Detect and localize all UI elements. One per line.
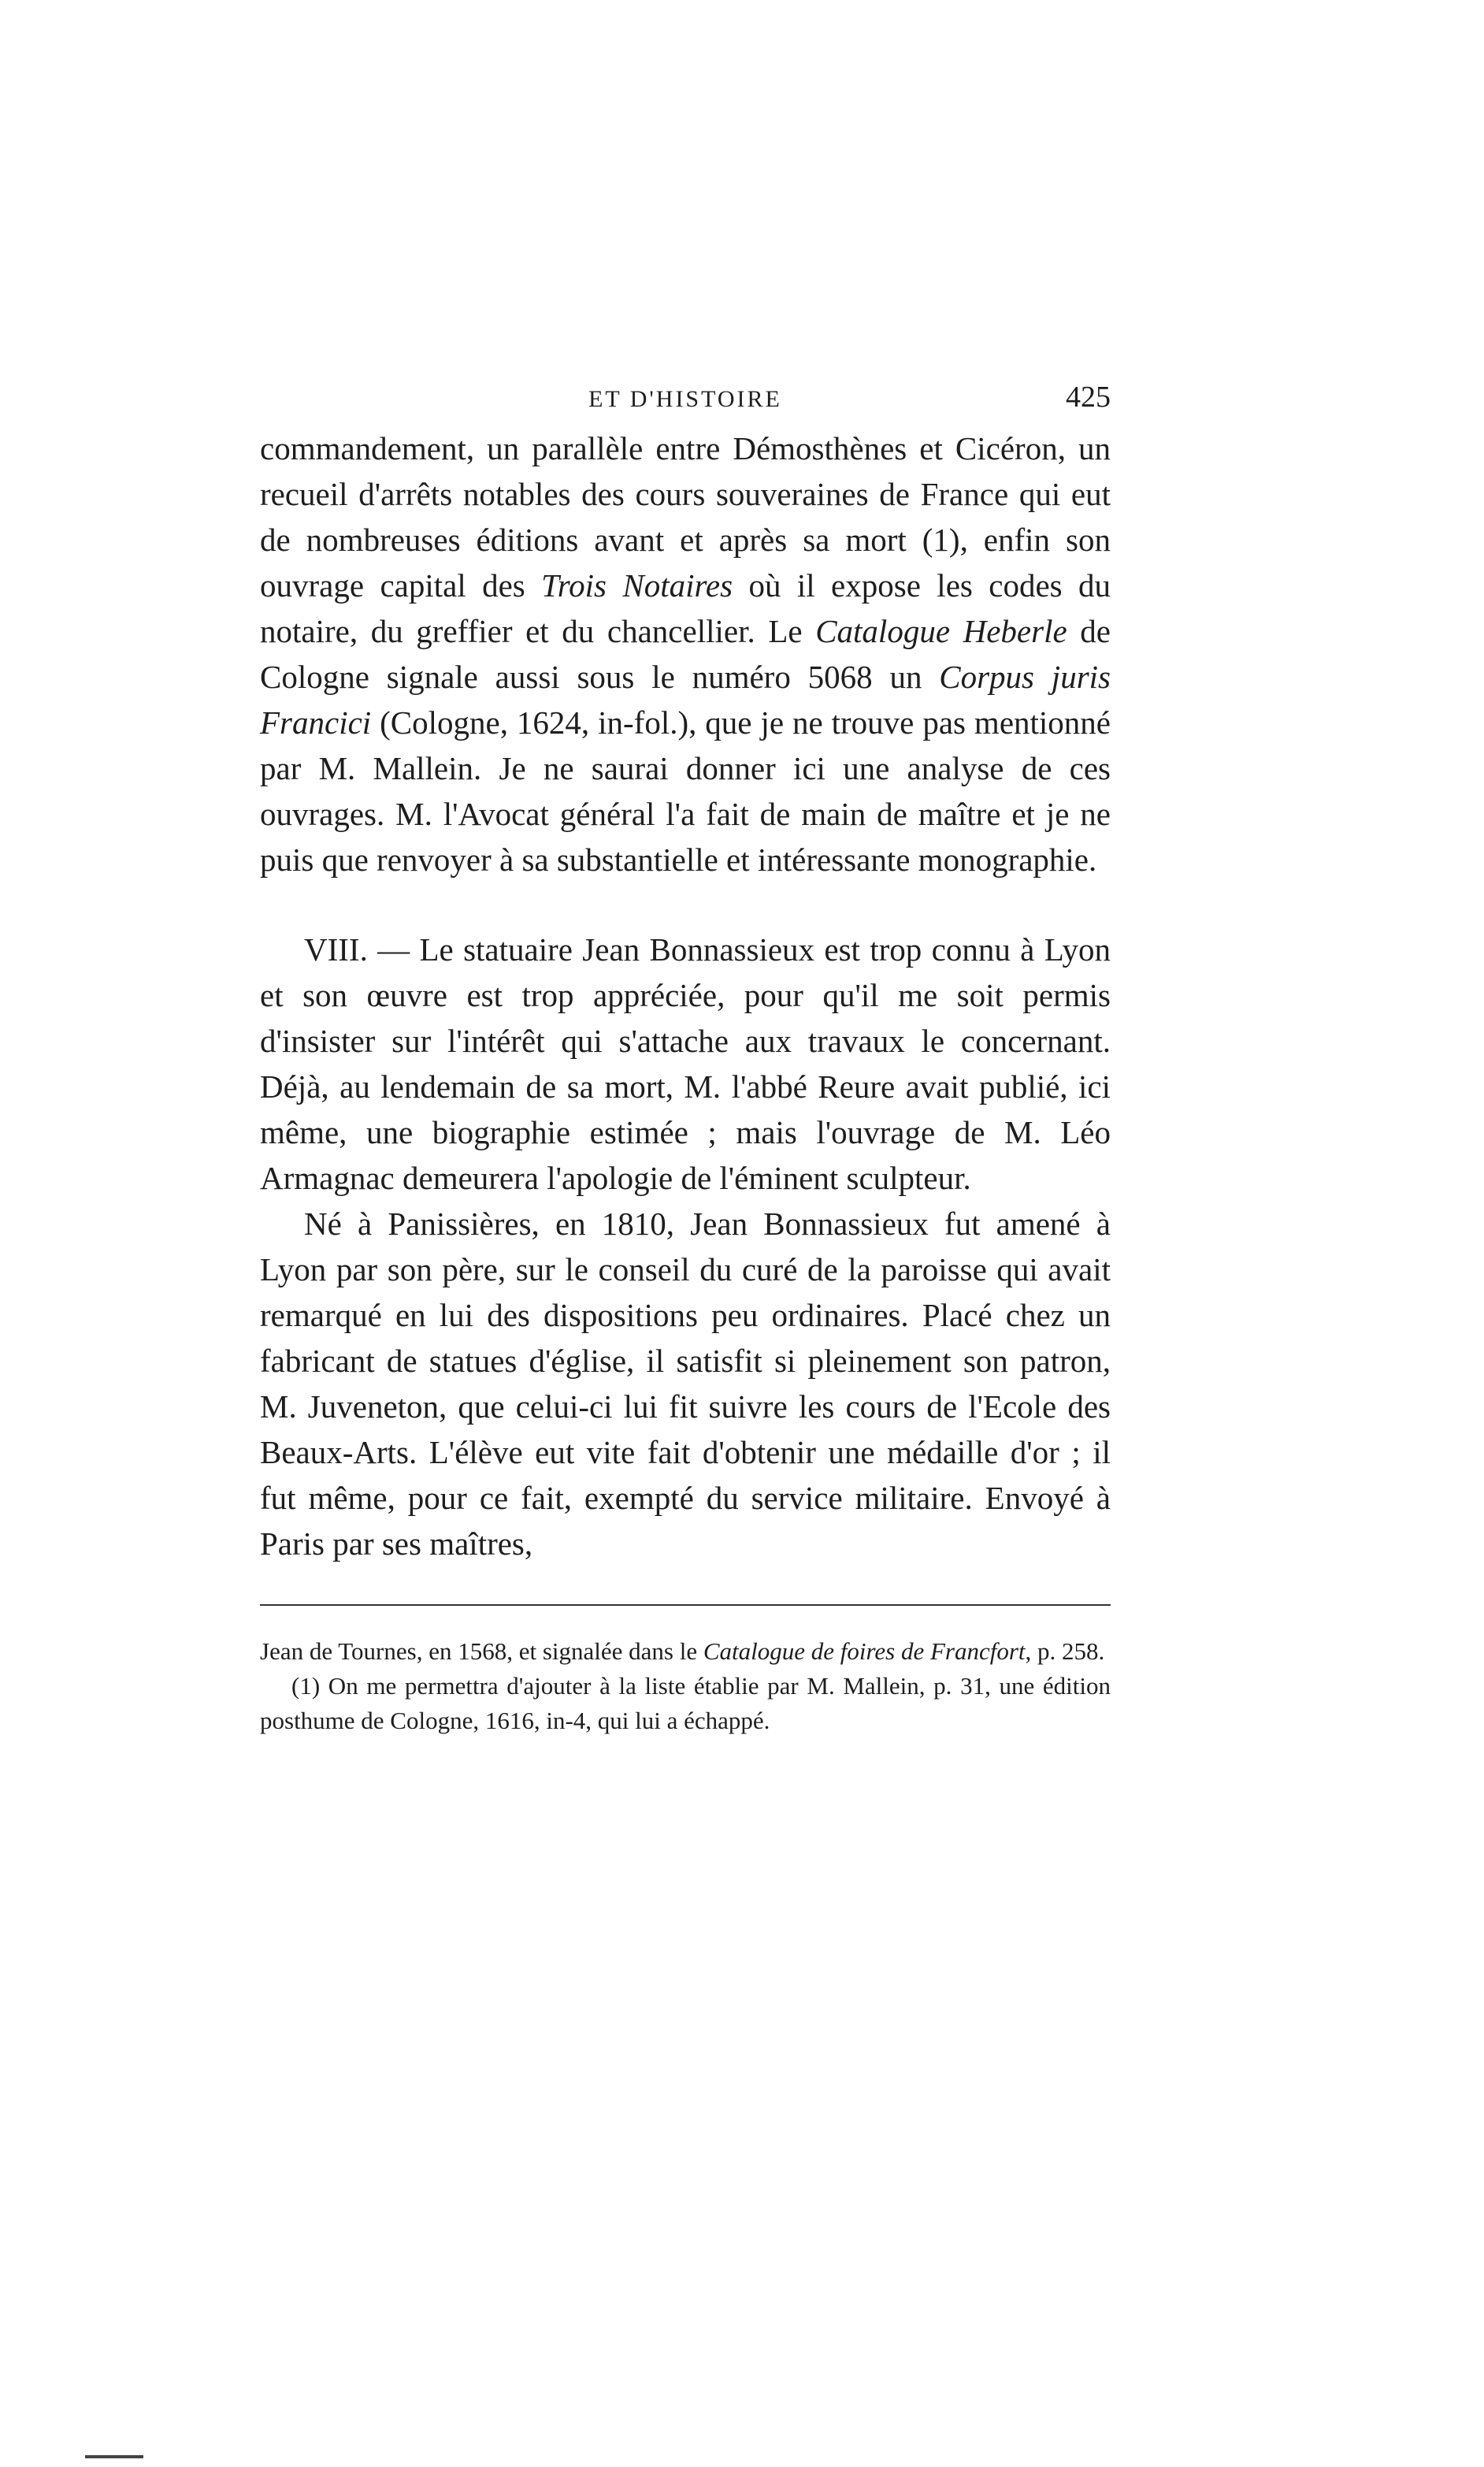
paragraph-continuation [260, 425, 1111, 882]
paragraph-bonnassieux-bio: Né à Panissières, en 1810, Jean Bonnassieux fut amené à Lyon par son père, sur le conseil du curé de la paroisse qui avait remarqué en lui des dispositions peu ordinaires. Placé chez un fabricant de statues d'église, il satisfit si pleinement son patron, M. Juveneton, que celui-ci lui fit suivre les cours de l'Ecole des Beaux-Arts. L'élève eut vite fait d'obtenir une médaille d'or ; il fut même, pour ce fait, exempté du service militaire. Envoyé à Paris par ses maîtres, [260, 1206, 1111, 1562]
body-text [260, 425, 1111, 1566]
text-run: , p. 258. [1025, 1637, 1105, 1665]
text-run: commandement, un parallèle entre Démosthènes et Cicéron, un recueil d'arrêts notables des cours souveraines de France qui eut de nombreuses éditions avant et après sa mort (1), enfin son ouvrage capital des [260, 430, 1111, 604]
running-head [260, 370, 1111, 425]
book-page [260, 370, 1111, 1738]
text-run: où il expose les codes du notaire, du greffier et du chancellier. Le [260, 567, 1111, 649]
title-catalogue-heberle: Catalogue Heberle [815, 613, 1067, 649]
scan-mark [85, 2455, 143, 2458]
footnote-rule [260, 1604, 1111, 1606]
page-number: 425 [1066, 381, 1111, 414]
title-catalogue-foires: Catalogue de foires de Francfort [703, 1637, 1026, 1665]
text-run: de Cologne signale aussi sous le numéro 5068 un [260, 613, 1111, 695]
footnote-continuation [260, 1634, 1111, 1669]
paragraph-section-viii: VIII. — Le statuaire Jean Bonnassieux est trop connu à Lyon et son œuvre est trop appréciée, pour qu'il me soit permis d'insister sur l'intérêt qui s'attache aux travaux le concernant. Déjà, au lendemain de sa mort, M. l'abbé Reure avait publié, ici même, une biographie estimée ; mais l'ouvrage de M. Léo Armagnac demeurera l'apologie de l'éminent sculpteur. [260, 931, 1111, 1196]
running-title: ET D'HISTOIRE [588, 386, 782, 412]
title-corpus-juris: Corpus juris Francici [260, 659, 1111, 741]
text-run: (Cologne, 1624, in-fol.), que je ne trouve pas mentionné par M. Mallein. Je ne saurai donner ici une analyse de ces ouvrages. M. l'Avocat général l'a fait de main de maître et je ne puis que renvoyer à sa substantielle et intéressante monographie. [260, 704, 1111, 878]
title-trois-notaires: Trois Notaires [541, 567, 733, 604]
footnotes [260, 1634, 1111, 1738]
text-run: Jean de Tournes, en 1568, et signalée dans le [260, 1637, 703, 1665]
footnote-1: (1) On me permettra d'ajouter à la liste établie par M. Mallein, p. 31, une édition posthume de Cologne, 1616, in-4, qui lui a échappé. [260, 1672, 1111, 1734]
